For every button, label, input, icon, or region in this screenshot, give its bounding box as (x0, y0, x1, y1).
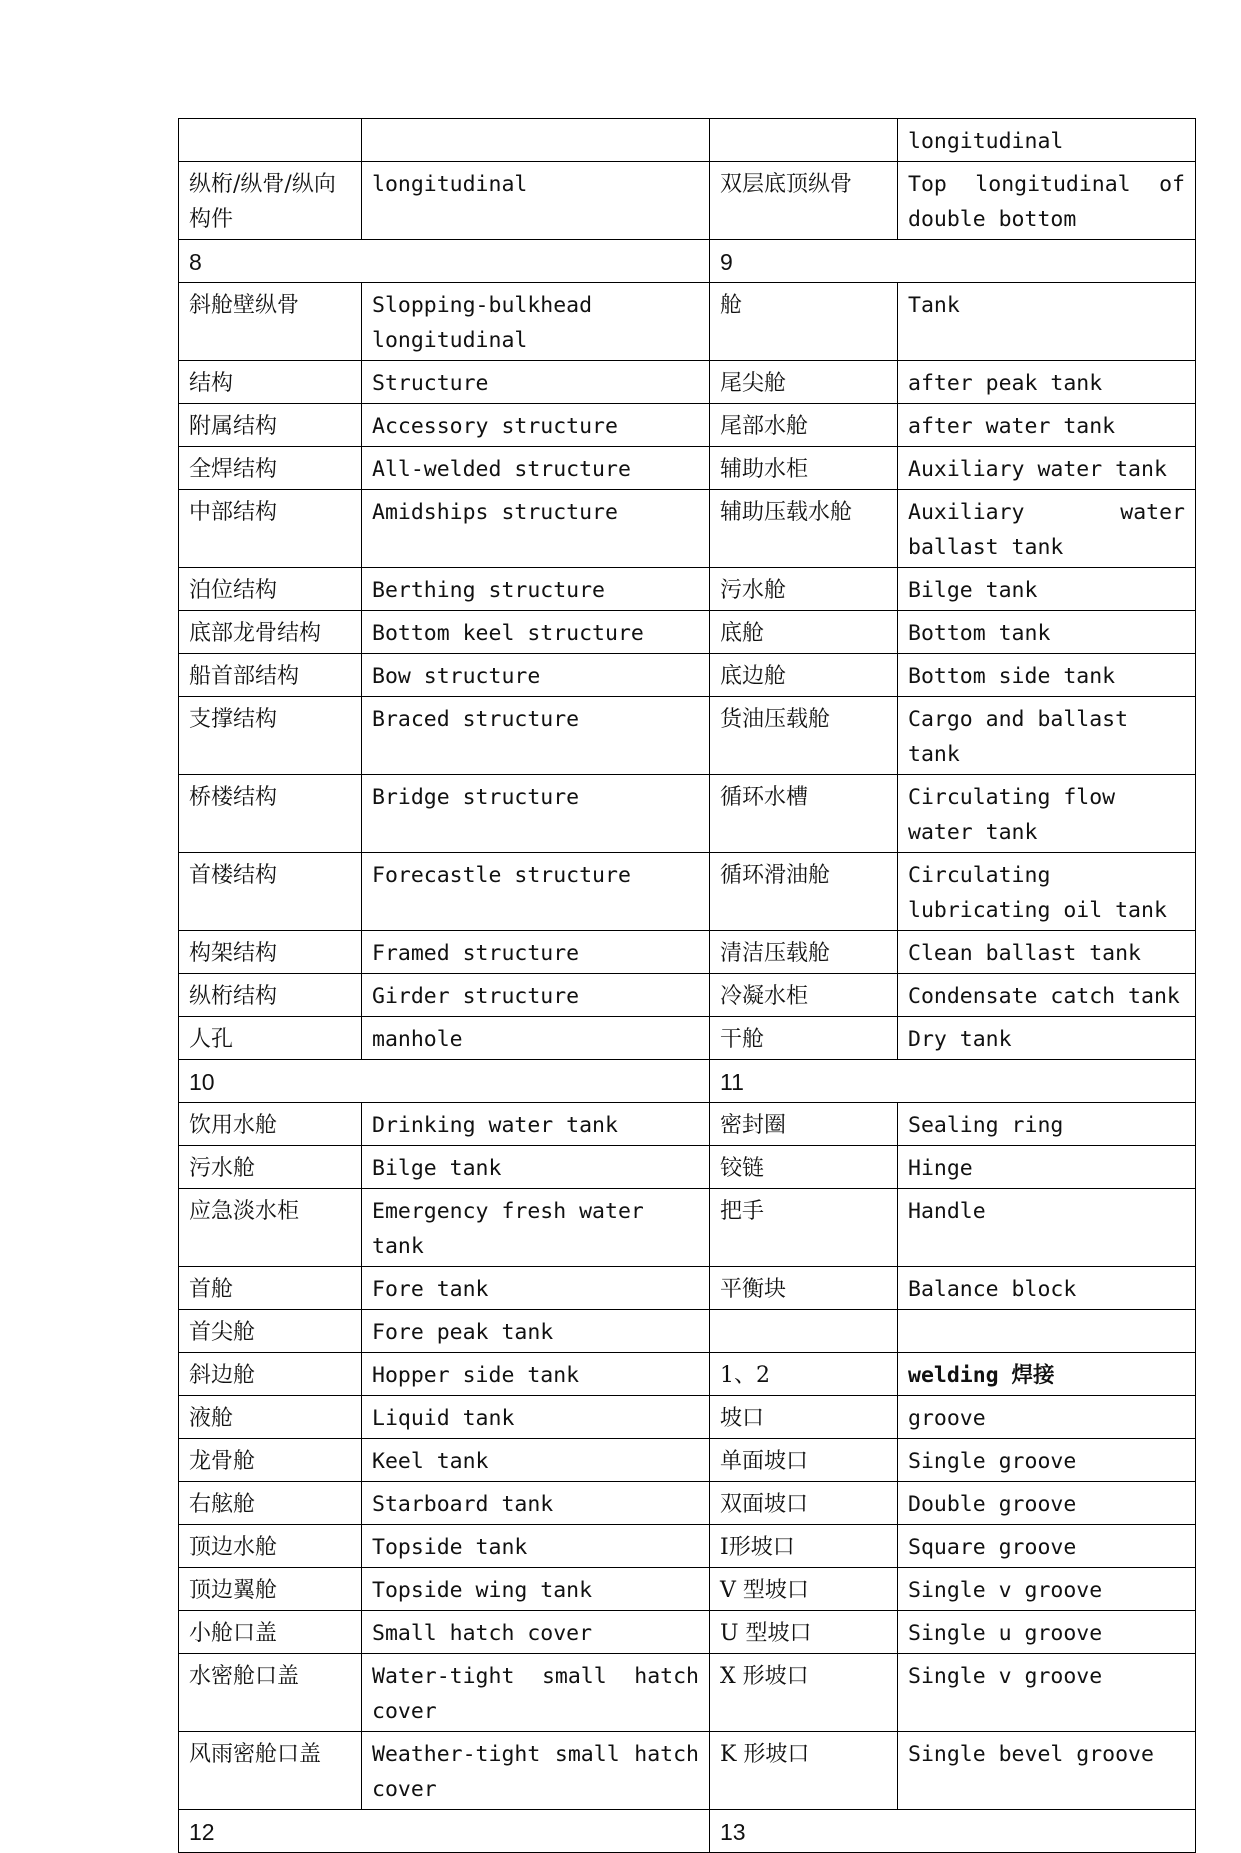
chinese-term-cell: 底边舱 (710, 654, 898, 697)
term-row (179, 974, 1196, 1017)
term-row (179, 283, 1196, 361)
chinese-term-cell: 辅助水柜 (710, 447, 898, 490)
section-number-row (179, 1060, 1196, 1103)
english-term-cell: Bridge structure (362, 775, 710, 853)
english-term-cell: welding 焊接 (898, 1353, 1196, 1396)
section-number-row (179, 1810, 1196, 1853)
english-term-cell: Condensate catch tank (898, 974, 1196, 1017)
section-number: 13 (710, 1810, 1196, 1853)
chinese-term-cell: 尾部水舱 (710, 404, 898, 447)
english-term-cell: Water-tight small hatch cover (362, 1654, 710, 1732)
chinese-term-cell: 首尖舱 (179, 1310, 362, 1353)
english-term-cell: Forecastle structure (362, 853, 710, 931)
chinese-term-cell: 循环水槽 (710, 775, 898, 853)
chinese-term-cell (710, 1310, 898, 1353)
chinese-term-cell: 纵桁/纵骨/纵向构件 (179, 162, 362, 240)
chinese-term-cell: 舱 (710, 283, 898, 361)
english-term-cell: after water tank (898, 404, 1196, 447)
english-term-cell: Bow structure (362, 654, 710, 697)
term-row (179, 1103, 1196, 1146)
english-term-cell: Single v groove (898, 1568, 1196, 1611)
chinese-term-cell: 饮用水舱 (179, 1103, 362, 1146)
chinese-term-cell: 右舷舱 (179, 1482, 362, 1525)
term-row (179, 447, 1196, 490)
term-row (179, 611, 1196, 654)
english-term-cell: Auxiliary water tank (898, 447, 1196, 490)
english-term-cell: longitudinal (362, 162, 710, 240)
english-term-cell: Double groove (898, 1482, 1196, 1525)
chinese-term-cell: 冷凝水柜 (710, 974, 898, 1017)
english-term-cell: Dry tank (898, 1017, 1196, 1060)
english-term-cell: Circulating flow water tank (898, 775, 1196, 853)
chinese-term-cell: 循环滑油舱 (710, 853, 898, 931)
english-term-cell: Tank (898, 283, 1196, 361)
chinese-term-cell: 尾尖舱 (710, 361, 898, 404)
chinese-term-cell: 铰链 (710, 1146, 898, 1189)
chinese-term-cell: 泊位结构 (179, 568, 362, 611)
english-term-cell: Circulating lubricating oil tank (898, 853, 1196, 931)
english-term-cell: manhole (362, 1017, 710, 1060)
english-term-cell: Bilge tank (898, 568, 1196, 611)
chinese-term-cell: 密封圈 (710, 1103, 898, 1146)
english-term-cell: Berthing structure (362, 568, 710, 611)
english-term-cell: All-welded structure (362, 447, 710, 490)
chinese-term-cell: 平衡块 (710, 1267, 898, 1310)
section-number: 12 (179, 1810, 710, 1853)
english-term-cell: Single bevel groove (898, 1732, 1196, 1810)
english-term-cell: Cargo and ballast tank (898, 697, 1196, 775)
term-row (179, 1654, 1196, 1732)
chinese-term-cell: 首舱 (179, 1267, 362, 1310)
english-term-cell: Sealing ring (898, 1103, 1196, 1146)
english-term-cell: Topside tank (362, 1525, 710, 1568)
chinese-term-cell: 斜边舱 (179, 1353, 362, 1396)
english-term-cell (898, 1310, 1196, 1353)
term-row (179, 931, 1196, 974)
chinese-term-cell: 人孔 (179, 1017, 362, 1060)
english-term-cell: Bilge tank (362, 1146, 710, 1189)
english-term-cell: Top longitudinal of double bottom (898, 162, 1196, 240)
chinese-term-cell: 底舱 (710, 611, 898, 654)
term-row (179, 1439, 1196, 1482)
english-term-cell: Starboard tank (362, 1482, 710, 1525)
english-term-cell: Small hatch cover (362, 1611, 710, 1654)
chinese-term-cell: 双层底顶纵骨 (710, 162, 898, 240)
english-term-cell: Framed structure (362, 931, 710, 974)
chinese-term-cell: 结构 (179, 361, 362, 404)
chinese-term-cell: U 型坡口 (710, 1611, 898, 1654)
english-term-cell: after peak tank (898, 361, 1196, 404)
chinese-term-cell: 货油压载舱 (710, 697, 898, 775)
english-term-cell: longitudinal (898, 119, 1196, 162)
english-term-cell: groove (898, 1396, 1196, 1439)
chinese-term-cell: 中部结构 (179, 490, 362, 568)
chinese-term-cell: Ⅰ形坡口 (710, 1525, 898, 1568)
chinese-term-cell: 污水舱 (179, 1146, 362, 1189)
chinese-term-cell: 全焊结构 (179, 447, 362, 490)
english-term-cell: Handle (898, 1189, 1196, 1267)
term-row (179, 1396, 1196, 1439)
english-term-cell: Clean ballast tank (898, 931, 1196, 974)
english-term-cell: Square groove (898, 1525, 1196, 1568)
english-term-cell: Braced structure (362, 697, 710, 775)
term-row (179, 404, 1196, 447)
english-term-cell: Girder structure (362, 974, 710, 1017)
section-number: 9 (710, 240, 1196, 283)
term-row (179, 697, 1196, 775)
chinese-term-cell: 桥楼结构 (179, 775, 362, 853)
english-term-cell: Bottom side tank (898, 654, 1196, 697)
chinese-term-cell: 风雨密舱口盖 (179, 1732, 362, 1810)
term-row (179, 1267, 1196, 1310)
english-term-cell: Bottom keel structure (362, 611, 710, 654)
chinese-term-cell: 清洁压载舱 (710, 931, 898, 974)
chinese-term-cell: 顶边水舱 (179, 1525, 362, 1568)
term-row (179, 1017, 1196, 1060)
chinese-term-cell: 坡口 (710, 1396, 898, 1439)
english-term-cell: Fore peak tank (362, 1310, 710, 1353)
chinese-term-cell: 船首部结构 (179, 654, 362, 697)
term-row (179, 1525, 1196, 1568)
section-number: 10 (179, 1060, 710, 1103)
term-row (179, 1353, 1196, 1396)
english-term-cell: Balance block (898, 1267, 1196, 1310)
chinese-term-cell: 单面坡口 (710, 1439, 898, 1482)
chinese-term-cell: 附属结构 (179, 404, 362, 447)
chinese-term-cell: 斜舱壁纵骨 (179, 283, 362, 361)
english-term-cell: Single u groove (898, 1611, 1196, 1654)
english-term-cell: Weather-tight small hatch cover (362, 1732, 710, 1810)
glossary-table (178, 118, 1196, 1853)
english-term-cell: Liquid tank (362, 1396, 710, 1439)
english-term-cell: Single v groove (898, 1654, 1196, 1732)
chinese-term-cell: 液舱 (179, 1396, 362, 1439)
chinese-term-cell: 支撑结构 (179, 697, 362, 775)
english-term-cell: Drinking water tank (362, 1103, 710, 1146)
chinese-term-cell: 首楼结构 (179, 853, 362, 931)
chinese-term-cell: V 型坡口 (710, 1568, 898, 1611)
english-term-cell: Fore tank (362, 1267, 710, 1310)
chinese-term-cell: K 形坡口 (710, 1732, 898, 1810)
english-term-cell: Emergency fresh water tank (362, 1189, 710, 1267)
english-term-cell: Amidships structure (362, 490, 710, 568)
chinese-term-cell: 应急淡水柜 (179, 1189, 362, 1267)
term-row (179, 162, 1196, 240)
english-term-cell: Bottom tank (898, 611, 1196, 654)
term-row (179, 119, 1196, 162)
term-row (179, 853, 1196, 931)
english-term-cell: Hinge (898, 1146, 1196, 1189)
term-row (179, 654, 1196, 697)
chinese-term-cell: 顶边翼舱 (179, 1568, 362, 1611)
english-term-cell: Topside wing tank (362, 1568, 710, 1611)
chinese-term-cell: X 形坡口 (710, 1654, 898, 1732)
section-number-row (179, 240, 1196, 283)
english-term-cell: Structure (362, 361, 710, 404)
english-term-cell: Accessory structure (362, 404, 710, 447)
chinese-term-cell: 把手 (710, 1189, 898, 1267)
term-row (179, 1482, 1196, 1525)
term-row (179, 1189, 1196, 1267)
chinese-term-cell: 水密舱口盖 (179, 1654, 362, 1732)
chinese-term-cell: 纵桁结构 (179, 974, 362, 1017)
english-term-cell: Single groove (898, 1439, 1196, 1482)
chinese-term-cell: 龙骨舱 (179, 1439, 362, 1482)
chinese-term-cell: 干舱 (710, 1017, 898, 1060)
term-row (179, 775, 1196, 853)
term-row (179, 1732, 1196, 1810)
english-term-cell: Slopping-bulkhead longitudinal (362, 283, 710, 361)
term-row (179, 1146, 1196, 1189)
chinese-term-cell: 双面坡口 (710, 1482, 898, 1525)
chinese-term-cell: 底部龙骨结构 (179, 611, 362, 654)
english-term-cell: Auxiliary water ballast tank (898, 490, 1196, 568)
section-number: 11 (710, 1060, 1196, 1103)
term-row (179, 1568, 1196, 1611)
term-row (179, 1611, 1196, 1654)
english-term-cell: Hopper side tank (362, 1353, 710, 1396)
english-term-cell: Keel tank (362, 1439, 710, 1482)
term-row (179, 1310, 1196, 1353)
chinese-term-cell: 1、2 (710, 1353, 898, 1396)
term-row (179, 568, 1196, 611)
term-row (179, 490, 1196, 568)
chinese-term-cell: 小舱口盖 (179, 1611, 362, 1654)
chinese-term-cell: 构架结构 (179, 931, 362, 974)
glossary-body (179, 119, 1196, 1853)
chinese-term-cell (710, 119, 898, 162)
chinese-term-cell: 污水舱 (710, 568, 898, 611)
term-row (179, 361, 1196, 404)
chinese-term-cell (179, 119, 362, 162)
section-number: 8 (179, 240, 710, 283)
english-term-cell (362, 119, 710, 162)
chinese-term-cell: 辅助压载水舱 (710, 490, 898, 568)
